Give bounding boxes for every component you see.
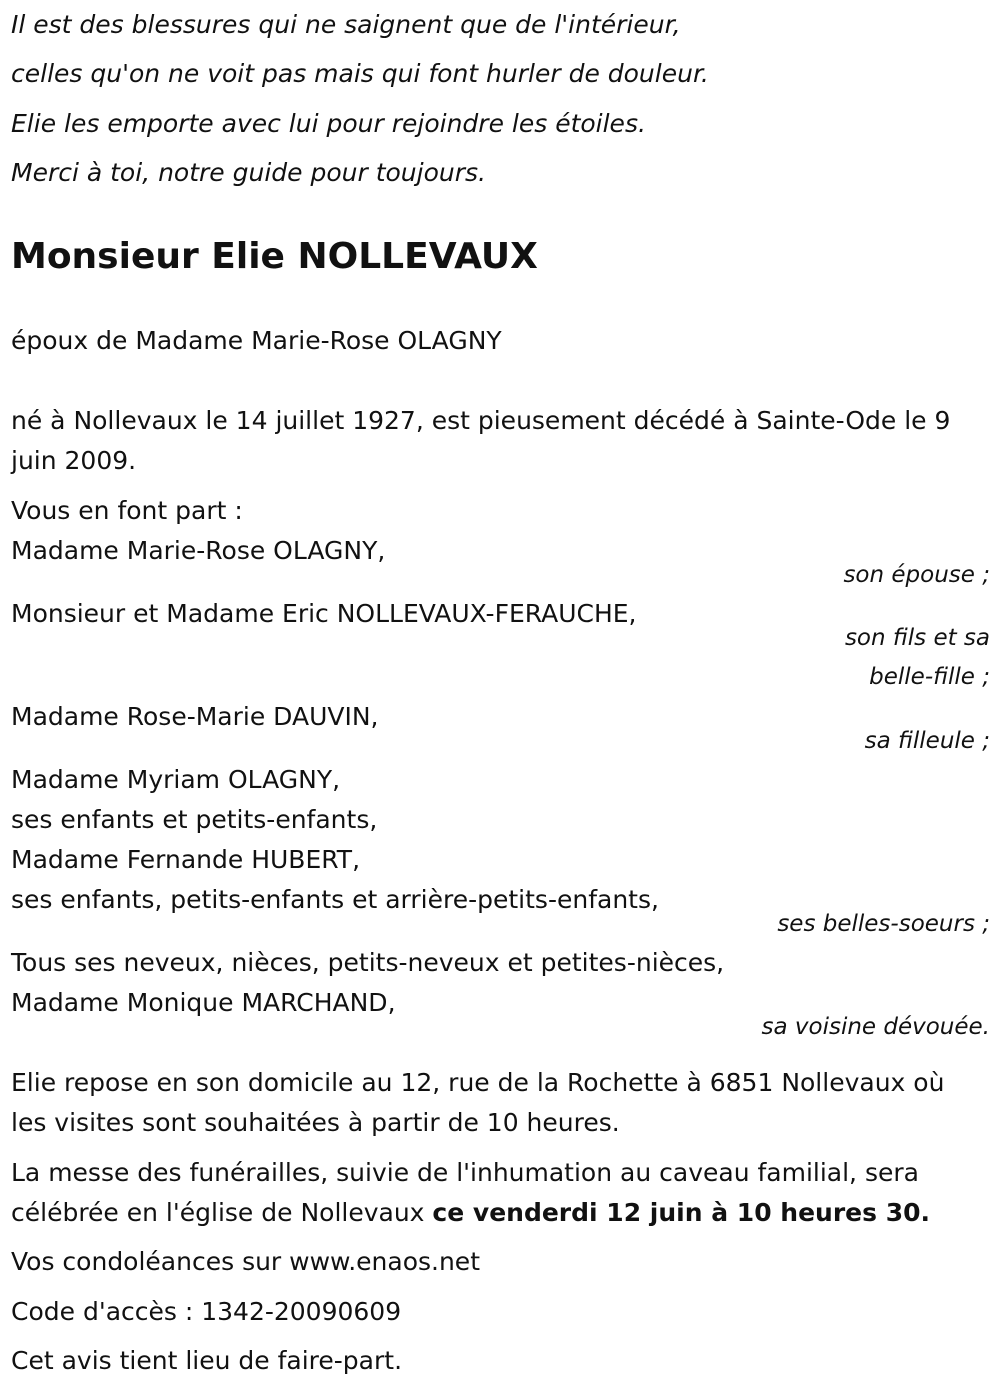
family-relation: son fils et sa [844, 625, 990, 651]
poem-line-3: Elie les emporte avec lui pour rejoindre les étoiles. [11, 109, 646, 138]
visitation-line-2: les visites sont souhaitées à partir de 10 heures. [11, 1108, 620, 1137]
closing-line: Cet avis tient lieu de faire-part. [11, 1346, 403, 1375]
visitation-line-1: Elie repose en son domicile au 12, rue de la Rochette à 6851 Nollevaux où [11, 1068, 945, 1097]
family-relation: ses belles-soeurs ; [777, 911, 990, 937]
condolences-line: Vos condoléances sur www.enaos.net [11, 1247, 480, 1276]
family-name: Tous ses neveux, nièces, petits-neveux et petites-nièces, [11, 948, 725, 977]
funeral-place: célébrée en l'église de Nollevaux [11, 1198, 433, 1227]
family-name: Madame Marie-Rose OLAGNY, [11, 536, 386, 565]
birth-death-line-1: né à Nollevaux le 14 juillet 1927, est pieusement décédé à Sainte-Ode le 9 [11, 406, 951, 435]
poem-line-4: Merci à toi, notre guide pour toujours. [11, 158, 486, 187]
family-name: ses enfants, petits-enfants et arrière-petits-enfants, [11, 885, 659, 914]
funeral-line-2 [11, 1198, 930, 1228]
announce-intro: Vous en font part : [11, 496, 243, 525]
family-name: ses enfants et petits-enfants, [11, 805, 378, 834]
family-name: Madame Fernande HUBERT, [11, 845, 361, 874]
poem-line-2: celles qu'on ne voit pas mais qui font hurler de douleur. [11, 59, 709, 88]
family-relation: son épouse ; [843, 562, 990, 588]
access-code-line: Code d'accès : 1342-20090609 [11, 1297, 402, 1326]
poem-line-1: Il est des blessures qui ne saignent que de l'intérieur, [11, 10, 681, 39]
family-relation: belle-fille ; [869, 664, 990, 690]
family-relation: sa voisine dévouée. [761, 1014, 990, 1040]
family-name: Madame Monique MARCHAND, [11, 988, 396, 1017]
deceased-name: Monsieur Elie NOLLEVAUX [11, 236, 538, 277]
funeral-line-1: La messe des funérailles, suivie de l'inhumation au caveau familial, sera [11, 1158, 919, 1187]
family-relation: sa filleule ; [864, 728, 990, 754]
family-name: Madame Rose-Marie DAUVIN, [11, 702, 379, 731]
birth-death-line-2: juin 2009. [11, 446, 137, 475]
family-name: Madame Myriam OLAGNY, [11, 765, 341, 794]
spouse-line: époux de Madame Marie-Rose OLAGNY [11, 326, 502, 355]
family-name: Monsieur et Madame Eric NOLLEVAUX-FERAUCHE, [11, 599, 637, 628]
funeral-date-time: ce venderdi 12 juin à 10 heures 30. [432, 1198, 931, 1227]
